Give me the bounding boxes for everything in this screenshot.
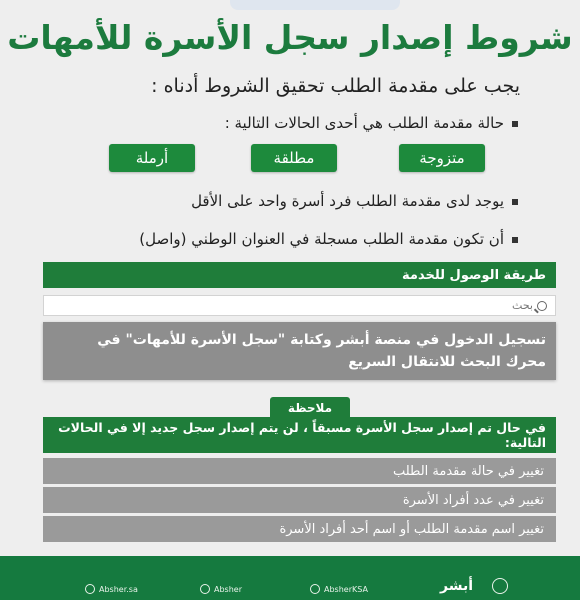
footer-facebook-link[interactable]: AbsherKSA bbox=[310, 584, 368, 594]
condition-item bbox=[225, 114, 518, 134]
facebook-icon bbox=[310, 584, 320, 594]
condition-text: حالة مقدمة الطلب هي أحدى الحالات التالية : bbox=[224, 114, 504, 132]
status-divorced-button[interactable]: مطلقة bbox=[251, 144, 337, 172]
status-options bbox=[95, 144, 485, 174]
condition-text: يوجد لدى مقدمة الطلب فرد أسرة واحد على الأقل bbox=[191, 192, 504, 210]
footer-website-link[interactable]: Absher.sa bbox=[85, 584, 138, 594]
status-widowed-button[interactable]: أرملة bbox=[109, 144, 195, 172]
case-item: تغيير في حالة مقدمة الطلب bbox=[43, 458, 556, 484]
emblem-icon bbox=[492, 578, 508, 594]
absher-logo: أبشر bbox=[440, 578, 474, 594]
search-input[interactable] bbox=[473, 299, 533, 312]
emblem-shape bbox=[492, 578, 508, 594]
note-label: ملاحظة bbox=[270, 397, 350, 419]
search-box[interactable] bbox=[43, 295, 556, 316]
twitter-icon bbox=[200, 584, 210, 594]
condition-text: أن تكون مقدمة الطلب مسجلة في العنوان الوطني (واصل) bbox=[139, 230, 504, 248]
case-item: تغيير في عدد أفراد الأسرة bbox=[43, 487, 556, 513]
note-text: في حال تم إصدار سجل الأسرة مسبقاً ، لن يتم إصدار سجل جديد إلا في الحالات التالية: bbox=[43, 417, 556, 453]
search-icon bbox=[537, 301, 547, 311]
condition-item bbox=[139, 230, 518, 250]
case-item: تغيير اسم مقدمة الطلب أو اسم أحد أفراد الأسرة bbox=[43, 516, 556, 542]
bullet-icon bbox=[512, 199, 518, 205]
bullet-icon bbox=[512, 121, 518, 127]
service-access-heading: طريقة الوصول للخدمة bbox=[43, 262, 556, 288]
globe-icon bbox=[85, 584, 95, 594]
top-tab bbox=[230, 0, 400, 10]
service-access-description: تسجيل الدخول في منصة أبشر وكتابة "سجل الأسرة للأمهات" في محرك البحث للانتقال السريع bbox=[43, 322, 556, 380]
status-married-button[interactable]: متزوجة bbox=[399, 144, 485, 172]
condition-item bbox=[191, 192, 518, 212]
page-title: شروط إصدار سجل الأسرة للأمهات bbox=[7, 18, 573, 57]
bullet-icon bbox=[512, 237, 518, 243]
footer bbox=[0, 556, 580, 600]
subtitle: يجب على مقدمة الطلب تحقيق الشروط أدناه : bbox=[151, 75, 520, 97]
footer-twitter-link[interactable]: Absher bbox=[200, 584, 242, 594]
